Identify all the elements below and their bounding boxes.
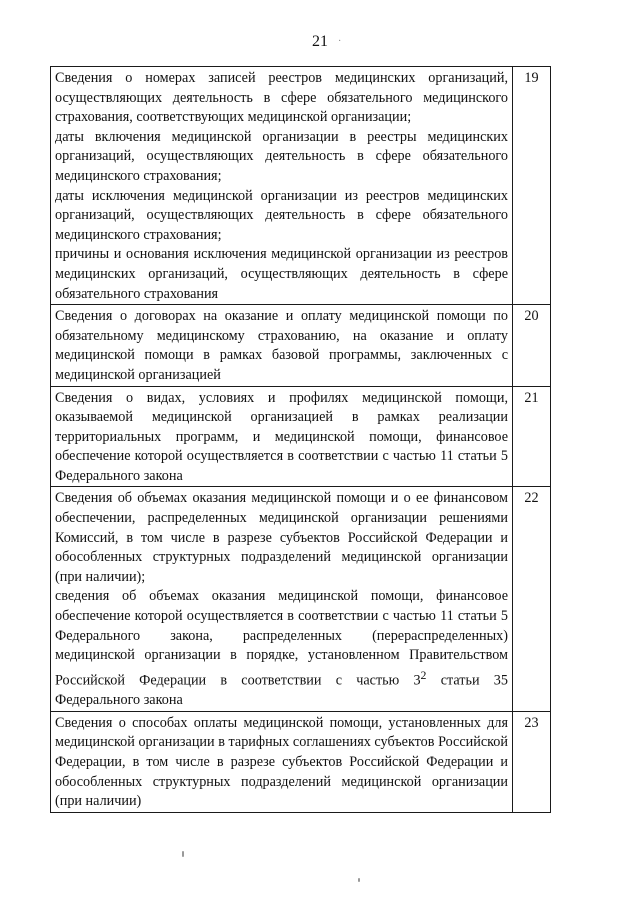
table-row [51, 67, 551, 305]
row-paragraph: Сведения о договорах на оказание и оплату медицинской помощи по обязательному медицинскому страхованию, на оказание и оплату медицинской помощи в рамках базовой программы, заключенных с медицинской организацией [55, 308, 508, 383]
superscript: 2 [420, 667, 427, 682]
row-paragraph: даты включения медицинской организации в реестры медицинских организаций, осуществляющих деятельность в сфере обязательного медицинского страхования; [55, 128, 508, 184]
document-table [50, 66, 551, 813]
page-mark: · [338, 36, 342, 47]
paragraph-text: сведения об объемах оказания медицинской помощи, финансовое обеспечение которой осуществляется в соответствии с частью 11 статьи 5 Федерального закона, распределенных (перераспределенных) медицинской организации в порядке, установленном Правительством Российской Федерации в соответствии с частью 3 [55, 588, 508, 689]
table-row [51, 487, 551, 711]
row-description [51, 305, 513, 386]
row-description [51, 386, 513, 487]
table-row [51, 711, 551, 812]
row-paragraph: Сведения о видах, условиях и профилях медицинской помощи, оказываемой медицинской организацией в рамках реализации территориальных программ, и медицинской помощи, финансовое обеспечение которой осуществляется в соответствии с частью 11 статьи 5 Федерального закона [55, 389, 508, 484]
row-paragraph: Сведения о номерах записей реестров медицинских организаций, осуществляющих деятельность в сфере обязательного медицинского страхования, соответствующих медицинской организации; [55, 70, 508, 126]
row-paragraph: даты исключения медицинской организации из реестров медицинских организаций, осуществляющих деятельность в сфере обязательного медицинского страхования; [55, 187, 508, 243]
row-number: 23 [513, 711, 551, 812]
row-description [51, 711, 513, 812]
row-paragraph: Сведения об объемах оказания медицинской помощи и о ее финансовом обеспечении, распределенных медицинской организации решениями Комиссий, в том числе в разрезе субъектов Российской Федерации и обособленных структурных подразделений медицинской организации (при наличии); [55, 490, 508, 585]
paragraph-text: статьи 35 Федерального закона [55, 672, 508, 709]
scan-speck [358, 878, 360, 882]
row-number: 19 [513, 67, 551, 305]
page-number: 21 [312, 33, 328, 50]
row-number: 20 [513, 305, 551, 386]
table-row [51, 305, 551, 386]
table-row [51, 386, 551, 487]
row-paragraph: причины и основания исключения медицинской организации из реестров медицинских организаций, осуществляющих деятельность в сфере обязательного страхования [55, 246, 508, 302]
scan-speck [182, 851, 184, 857]
row-description [51, 487, 513, 711]
row-number: 22 [513, 487, 551, 711]
row-description [51, 67, 513, 305]
row-number: 21 [513, 386, 551, 487]
row-paragraph: Сведения о способах оплаты медицинской помощи, установленных для медицинской организации в тарифных соглашениях субъектов Российской Федерации, в том числе в разрезе субъектов Российской Федерации и обособленных структурных подразделений медицинской организации (при наличии) [55, 714, 508, 810]
row-paragraph [55, 587, 508, 710]
